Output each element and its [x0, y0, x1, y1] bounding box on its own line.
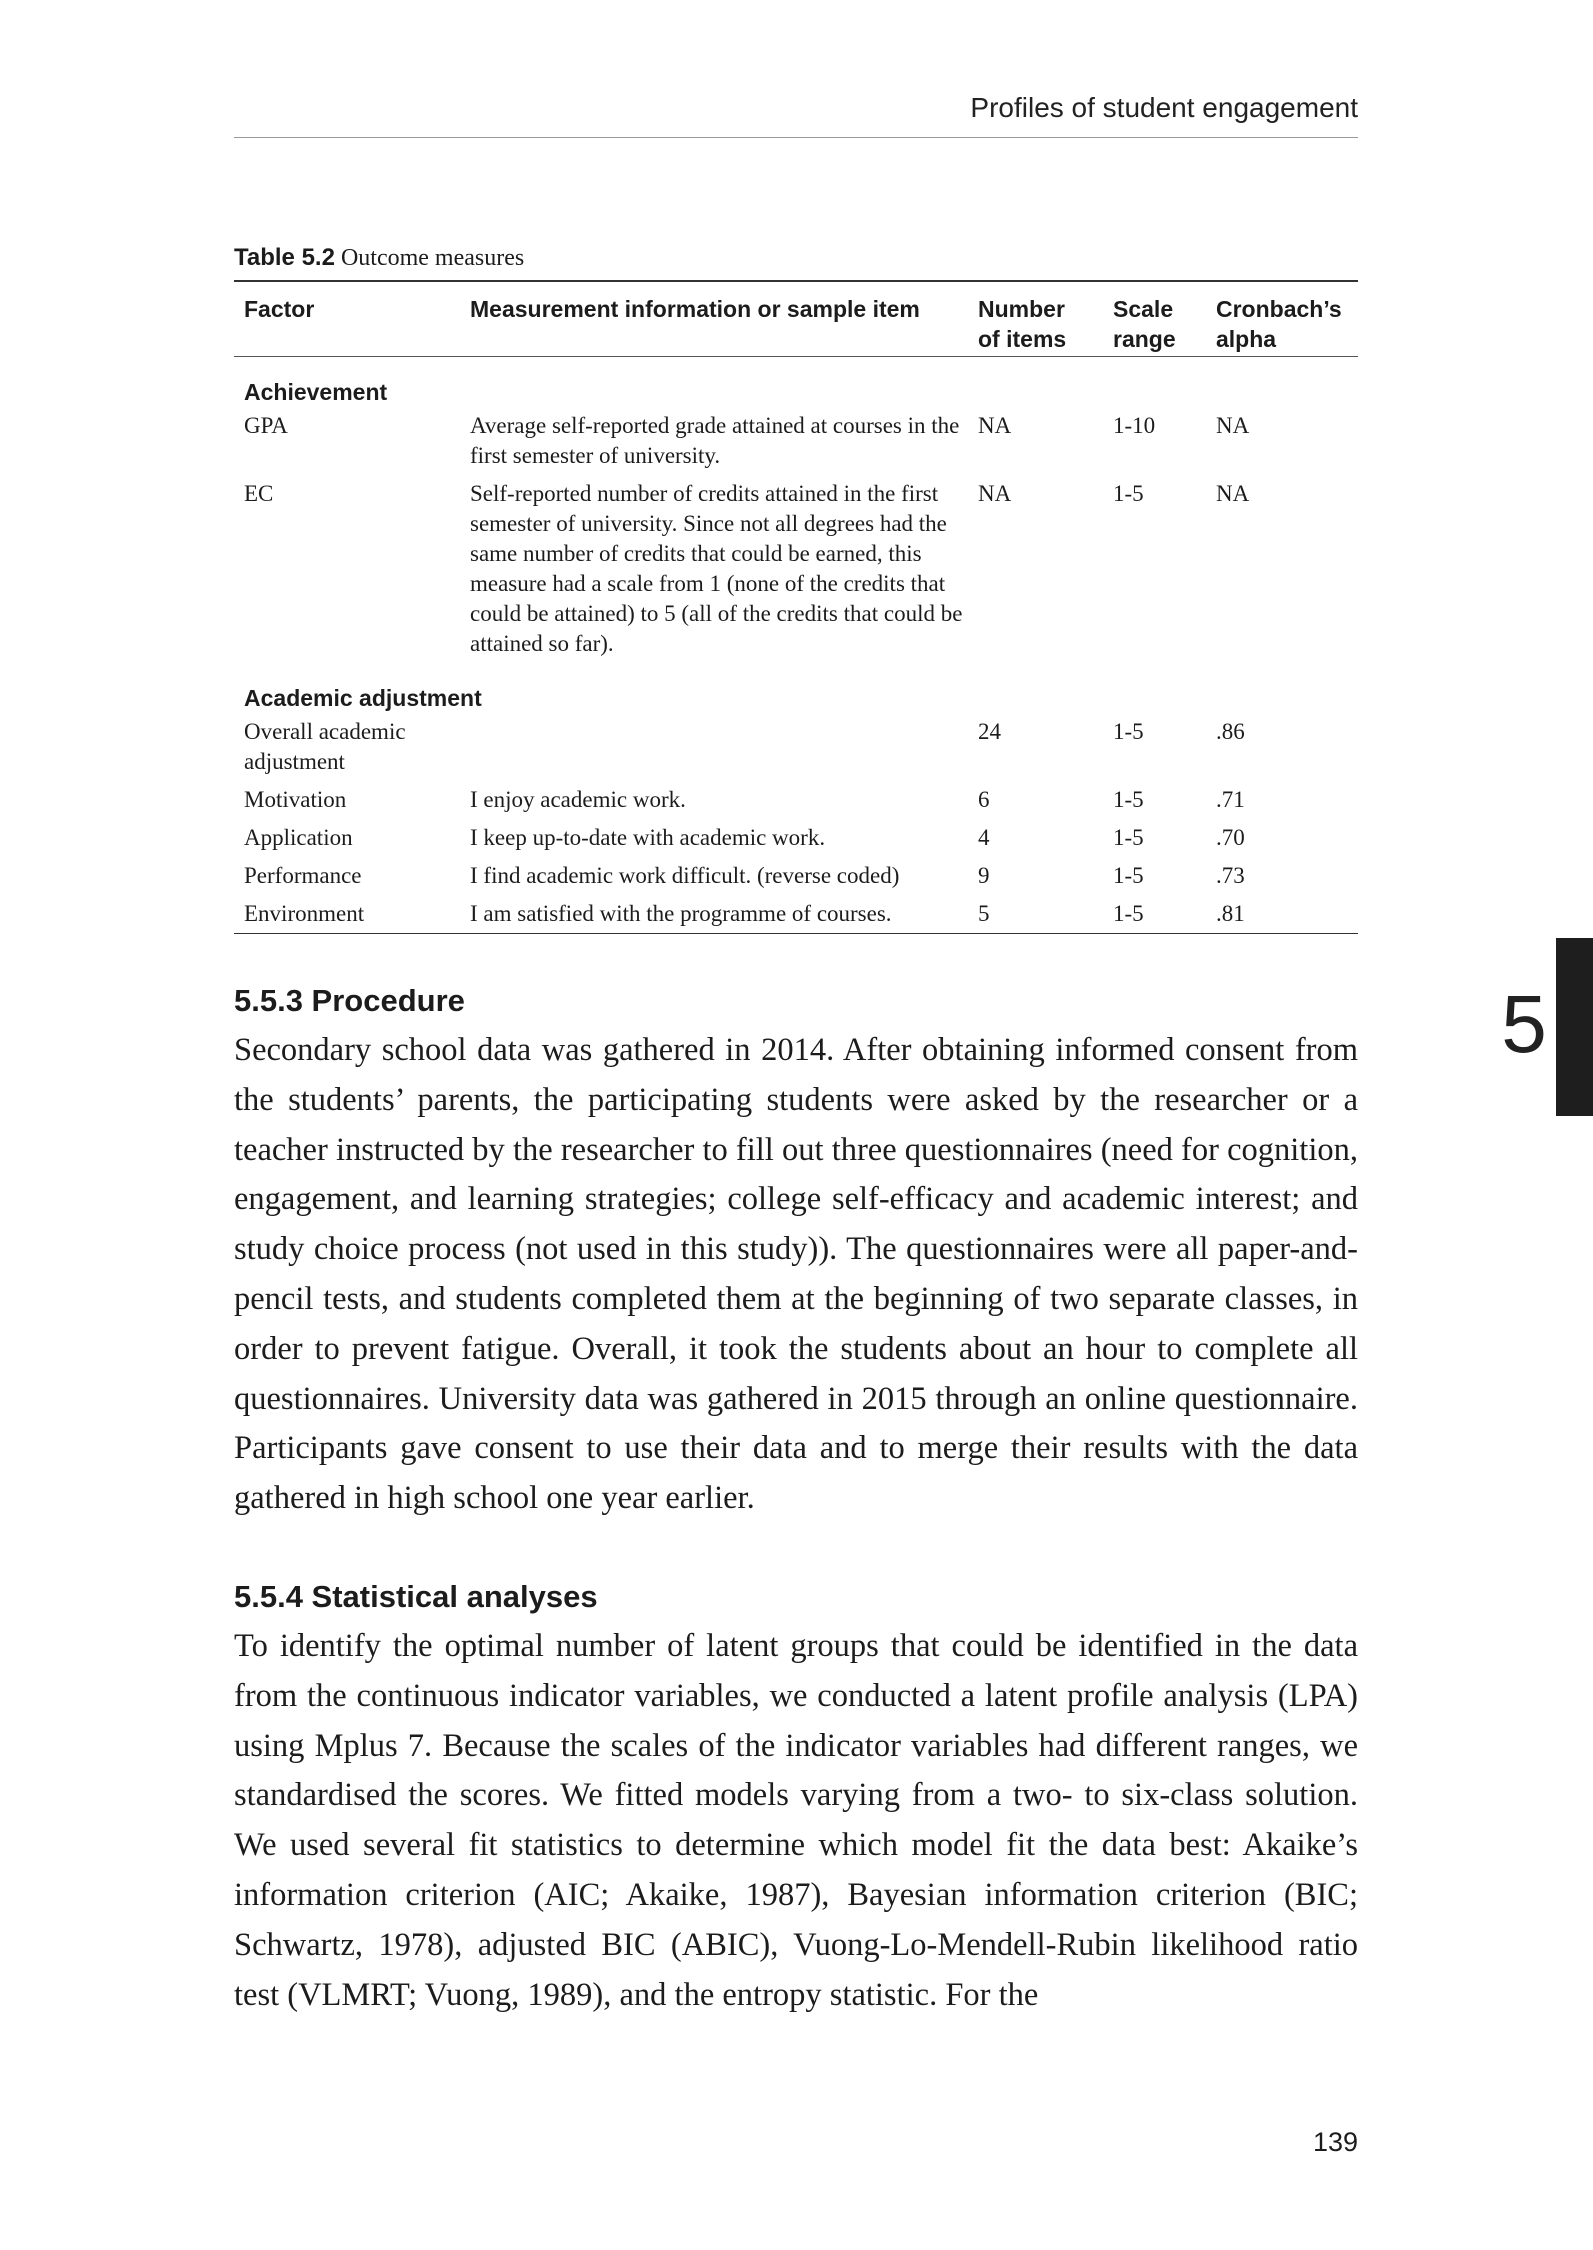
cell-alpha: .86: [1216, 719, 1245, 744]
cell-alpha: .70: [1216, 825, 1245, 850]
cell-measurement: [460, 717, 968, 785]
cell-alpha: .71: [1216, 787, 1245, 812]
cell-measurement: I keep up-to-date with academic work.: [470, 825, 826, 850]
cell-alpha: .81: [1206, 899, 1358, 934]
cell-items: 4: [978, 825, 990, 850]
table-row: [234, 717, 1358, 785]
statistical-analyses-heading: 5.5.4 Statistical analyses: [234, 1579, 598, 1614]
chapter-number: 5: [1501, 979, 1547, 1070]
procedure-paragraph: Secondary school data was gathered in 2014. After obtaining informed consent from the students’ parents, the participating students were asked by the researcher or a teacher instructed by the researcher to fill out three questionnaires (need for cognition, engagement, and learning strategies; college self-efficacy and academic interest; and study choice process (not used in this study)). The questionnaires were all paper-and-pencil tests, and students completed them at the beginning of two separate classes, in order to prevent fatigue. Overall, it took the students about an hour to complete all questionnaires. University data was gathered in 2015 through an online questionnaire. Participants gave consent to use their data and to merge their results with the data gathered in high school one year earlier.: [234, 1032, 1358, 1517]
table-header-row: [234, 281, 1358, 357]
cell-factor: Motivation: [244, 787, 347, 812]
section-row-academic-adjustment: [234, 667, 1358, 717]
header-cronbachs-alpha: Cronbach’s alpha: [1206, 281, 1358, 357]
header-number-of-items: Number of items: [968, 281, 1103, 357]
cell-factor: GPA: [244, 413, 288, 438]
cell-items: 5: [968, 899, 1103, 934]
table-row: [234, 411, 1358, 479]
table-row: [234, 785, 1358, 823]
cell-scale: 1-10: [1113, 413, 1156, 438]
table-label: Table 5.2: [234, 244, 335, 271]
statistical-analyses-paragraph: To identify the optimal number of latent groups that could be identified in the data from the continuous indicator variables, we conducted a latent profile analysis (LPA) using Mplus 7. Because the scales of the indicator variables had different ranges, we standardised the scores. We fitted models varying from a two- to six-class solution. We used several fit statistics to determine which model fit the data best: Akaike’s information criterion (AIC; Akaike, 1987), Bayesian information criterion (BIC; Schwartz, 1978), adjusted BIC (ABIC), Vuong-Lo-Mendell-Rubin likelihood ratio test (VLMRT; Vuong, 1989), and the entropy statistic. For the: [234, 1628, 1358, 2013]
table-row: [234, 823, 1358, 861]
cell-scale: 1-5: [1113, 863, 1144, 888]
outcome-measures-table: [234, 280, 1358, 934]
table-row: [234, 479, 1358, 667]
running-head: Profiles of student engagement: [970, 92, 1358, 123]
cell-items: 6: [978, 787, 990, 812]
cell-measurement: I enjoy academic work.: [470, 787, 686, 812]
header-measurement: Measurement information or sample item: [460, 281, 968, 357]
cell-scale: 1-5: [1113, 481, 1144, 506]
section-row-achievement: [234, 357, 1358, 412]
cell-scale: 1-5: [1103, 899, 1206, 934]
cell-items: NA: [978, 413, 1012, 438]
cell-alpha: NA: [1216, 413, 1250, 438]
cell-measurement: I find academic work difficult. (reverse coded): [470, 863, 900, 888]
cell-items: NA: [978, 481, 1012, 506]
cell-measurement: Average self-reported grade attained at courses in the first semester of university.: [470, 413, 960, 468]
cell-scale: 1-5: [1113, 825, 1144, 850]
page-number: 139: [1312, 2127, 1358, 2157]
cell-measurement: Self-reported number of credits attained in the first semester of university. Since not all degrees had the same number of credits that could be earned, this measure had a scale from 1 (none of the credits that could be attained) to 5 (all of the credits that could be attained so far).: [470, 481, 963, 656]
header-scale-range: Scale range: [1103, 281, 1206, 357]
section-title: Academic adjustment: [244, 685, 482, 711]
cell-scale: 1-5: [1113, 787, 1144, 812]
cell-items: 24: [978, 719, 1001, 744]
cell-factor: EC: [244, 481, 274, 506]
cell-scale: 1-5: [1113, 719, 1144, 744]
section-title: Achievement: [244, 379, 388, 405]
cell-factor: Environment: [234, 899, 460, 934]
procedure-heading: 5.5.3 Procedure: [234, 983, 465, 1018]
cell-factor: Application: [244, 825, 353, 850]
cell-items: 9: [978, 863, 990, 888]
cell-factor: Overall academic adjustment: [244, 719, 406, 774]
chapter-tab: [1556, 938, 1593, 1116]
table-row: [234, 861, 1358, 899]
cell-measurement: I am satisfied with the programme of courses.: [460, 899, 968, 934]
cell-alpha: .73: [1216, 863, 1245, 888]
table-caption-text: Outcome measures: [340, 245, 525, 271]
header-factor: Factor: [234, 281, 460, 357]
table-caption: [234, 244, 524, 272]
table-row: [234, 899, 1358, 934]
cell-factor: Performance: [244, 863, 362, 888]
header-rule: [234, 137, 1358, 138]
cell-alpha: NA: [1216, 481, 1250, 506]
